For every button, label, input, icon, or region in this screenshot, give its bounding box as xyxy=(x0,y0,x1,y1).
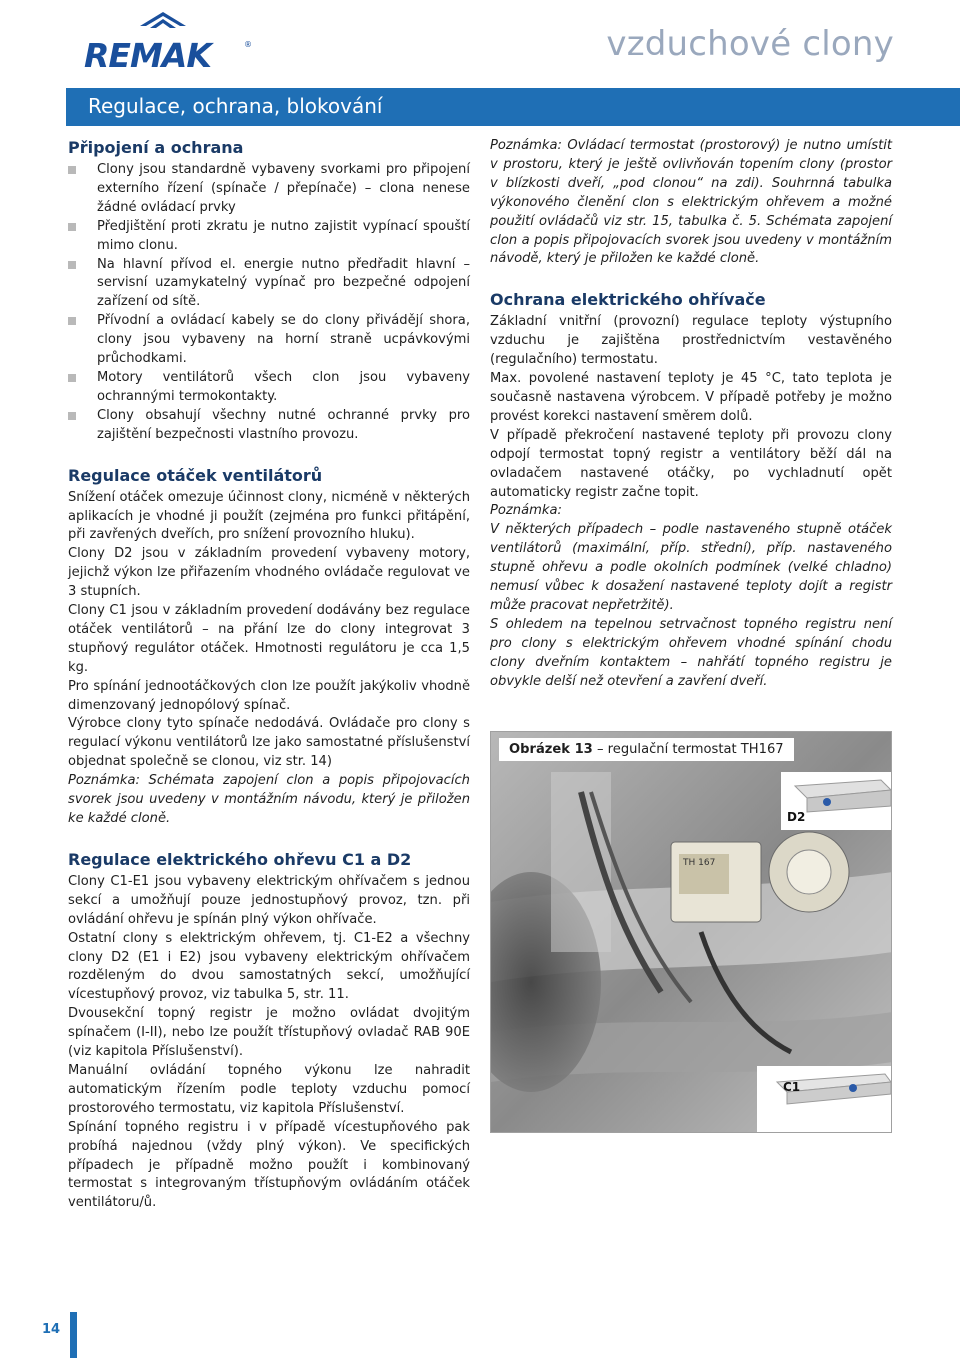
section-ochrana-ohrivace xyxy=(490,289,892,691)
figure-thermostat xyxy=(490,731,892,1133)
list-item: Předjištění proti zkratu je nutno zajistit vypínací spouští mimo clonu. xyxy=(68,218,470,256)
paragraph: Max. povolené nastavení teploty je 45 °C, tato teplota je současně nastavena výrobcem. V případě potřeby je možno provést korekci nastavení směrem dolů. xyxy=(490,371,892,424)
page-number: 14 xyxy=(42,1322,61,1337)
figure-caption-text: – regulační termostat TH167 xyxy=(592,742,784,757)
heading-regulace-otacek: Regulace otáček ventilátorů xyxy=(68,465,323,485)
paragraph: Spínání topného registru i v případě vícestupňového pak probíhá najednou (vždy plný výkon). Ve specifických případech je případně možno použít i kombinovaný termostat s integrovaným třístupňovým ovládáním otáček ventilátoru/ů. xyxy=(68,1119,470,1211)
paragraph: Snížení otáček omezuje účinnost clony, nicméně v některých aplikacích je vhodné ji použít (zejména pro funkci přitápění, při zavřených dveřích, pro snížení provozního hluku). xyxy=(68,489,470,543)
paragraph: Pro spínání jednootáčkových clon lze použít jakýkoliv vhodně dimenzovaný jednopólový spínač. xyxy=(68,678,470,713)
list-item: Clony jsou standardně vybaveny svorkami pro připojení externího řízení (spínače / přepínače) – clona nenese žádné ovládací prvky xyxy=(68,161,470,218)
left-column xyxy=(68,137,470,1233)
list-item: Na hlavní přívod el. energie nutno předřadit hlavní – servisní uzamykatelný vypínač pro bezpečné odpojení zařízení od sítě. xyxy=(68,256,470,313)
section-title-bar xyxy=(66,88,960,126)
paragraph: Manuální ovládání topného výkonu lze nahradit automatickým řízením podle teploty vzduchu pomocí prostorového termostatu, viz kapitola Příslušenství. xyxy=(68,1062,470,1116)
paragraph: Clony C1-E1 jsou vybaveny elektrickým ohřívačem s jednou sekcí a umožňují pouze jednostupňový provoz, tzn. při ovládání ohřevu je spínán plný výkon ohřívače. xyxy=(68,873,470,927)
paragraph: Výrobce clony tyto spínače nedodává. Ovládače pro clony s regulací výkonu ventilátorů lze jako samostatné příslušenství objednat společně se clonou, viz str. 14) xyxy=(68,716,470,770)
heading-ochrana-ohrivace: Ochrana elektrického ohřívače xyxy=(490,290,766,310)
air-curtain-c1-icon xyxy=(757,1066,892,1133)
heading-pripojeni: Připojení a ochrana xyxy=(68,138,244,157)
label-d2: D2 xyxy=(787,810,806,824)
brand-title: vzduchové clony xyxy=(606,24,894,64)
figure-caption-number: Obrázek 13 xyxy=(509,742,593,757)
paragraph: Clony C1 jsou v základním provedení dodávány bez regulace otáček ventilátorů – na přání lze do clony integrovat 3 stupňový regulátor otáček. Hmotnosti regulátoru je cca 1,5 kg. xyxy=(68,603,470,675)
logo-text: REMAK xyxy=(84,36,211,75)
paragraph: Dvousekční topný registr je možno ovládat dvojitým spínačem (I-II), nebo lze použít třístupňový ovladač RAB 90E (viz kapitola Příslušenství). xyxy=(68,1006,470,1060)
paragraph: Ostatní clony s elektrickým ohřevem, tj. C1-E2 a všechny clony D2 (E1 i E2) jsou vybaveny elektrickým ohřívačem rozděleným do dvou samostatných sekcí, umožňující vícestupňový provoz, viz tabulka 5, str. 11. xyxy=(68,930,470,1003)
note-label: Poznámka: xyxy=(490,503,562,519)
inset-d2 xyxy=(781,772,892,830)
section-regulace-ohrevu xyxy=(68,849,470,1213)
section-pripojeni xyxy=(68,137,470,445)
inset-c1 xyxy=(757,1066,892,1133)
note-paragraph: S ohledem na tepelnou setrvačnost topného registru není pro clony s elektrickým ohřevem vhodné spínání chodu clony dveřním kontaktem – nahřátí topného registru je obvykle delší než otevření a zavření dveří. xyxy=(490,616,892,689)
figure-caption xyxy=(499,738,794,761)
section-note-top xyxy=(490,137,892,269)
page-accent-bar xyxy=(70,1312,77,1358)
list-item: Clony obsahují všechny nutné ochranné prvky pro zajištění bezpečnosti vlastního provozu. xyxy=(68,407,470,445)
list-item: Přívodní a ovládací kabely se do clony přivádějí shora, clony jsou vybaveny na horní straně ucpávkovými průchodkami. xyxy=(68,312,470,369)
device-label: TH 167 xyxy=(683,858,716,868)
note-paragraph: Poznámka: Schémata zapojení clon a popis připojovacích svorek jsou uvedeny v montážním návodu, který je přiložen ke každé cloně. xyxy=(68,773,470,826)
note-paragraph: V některých případech – podle nastaveného stupně otáček ventilátorů (maximální, příp. střední), příp. nastaveného stupně ohřevu a podle okolních podmínek (velké chladno) nemusí vůbec k dosažení nastavené teploty dojít a registr může pracovat nepřetržitě). xyxy=(490,522,892,613)
paragraph: Základní vnitřní (provozní) regulace teploty výstupního vzduchu je zajištěna prostřednictvím vestavěného (regulačního) termostatu. xyxy=(490,314,892,368)
page-title: Regulace, ochrana, blokování xyxy=(88,94,383,118)
section-regulace-otacek xyxy=(68,465,470,829)
label-c1: C1 xyxy=(783,1080,801,1094)
paragraph: Clony D2 jsou v základním provedení vybaveny motory, jejichž výkon lze přiřazením vhodného ovládače regulovat ve 3 stupních. xyxy=(68,546,470,600)
logo-roof-icon xyxy=(140,12,186,34)
logo-registered-mark: ® xyxy=(244,40,252,49)
paragraph: V případě překročení nastavené teploty při provozu clony odpojí termostat topný registr a ventilátory běží dál na ovladačem nastavené otáčky, po vychladnutí opět automaticky registr začne topit. xyxy=(490,427,892,500)
remak-logo xyxy=(84,12,254,75)
note-paragraph: Poznámka: Ovládací termostat (prostorový) je nutno umístit v prostoru, který je ještě ovlivňován topením clony (prostor v blízkosti dveří, „pod clonou“ na zdi). Souhrnná tabulka výkonového členění clon s elektrickým ohřevem a možné použití ovládačů viz str. 15, tabulka č. 5. Schémata zapojení clon a popis připojovacích svorek jsou uvedeny v montážním návodě, který je přiložen ke každé cloně. xyxy=(490,138,892,267)
right-column xyxy=(490,137,892,711)
bullet-list xyxy=(68,161,470,445)
heading-regulace-ohrevu: Regulace elektrického ohřevu C1 a D2 xyxy=(68,849,412,869)
list-item: Motory ventilátorů všech clon jsou vybaveny ochrannými termokontakty. xyxy=(68,369,470,407)
